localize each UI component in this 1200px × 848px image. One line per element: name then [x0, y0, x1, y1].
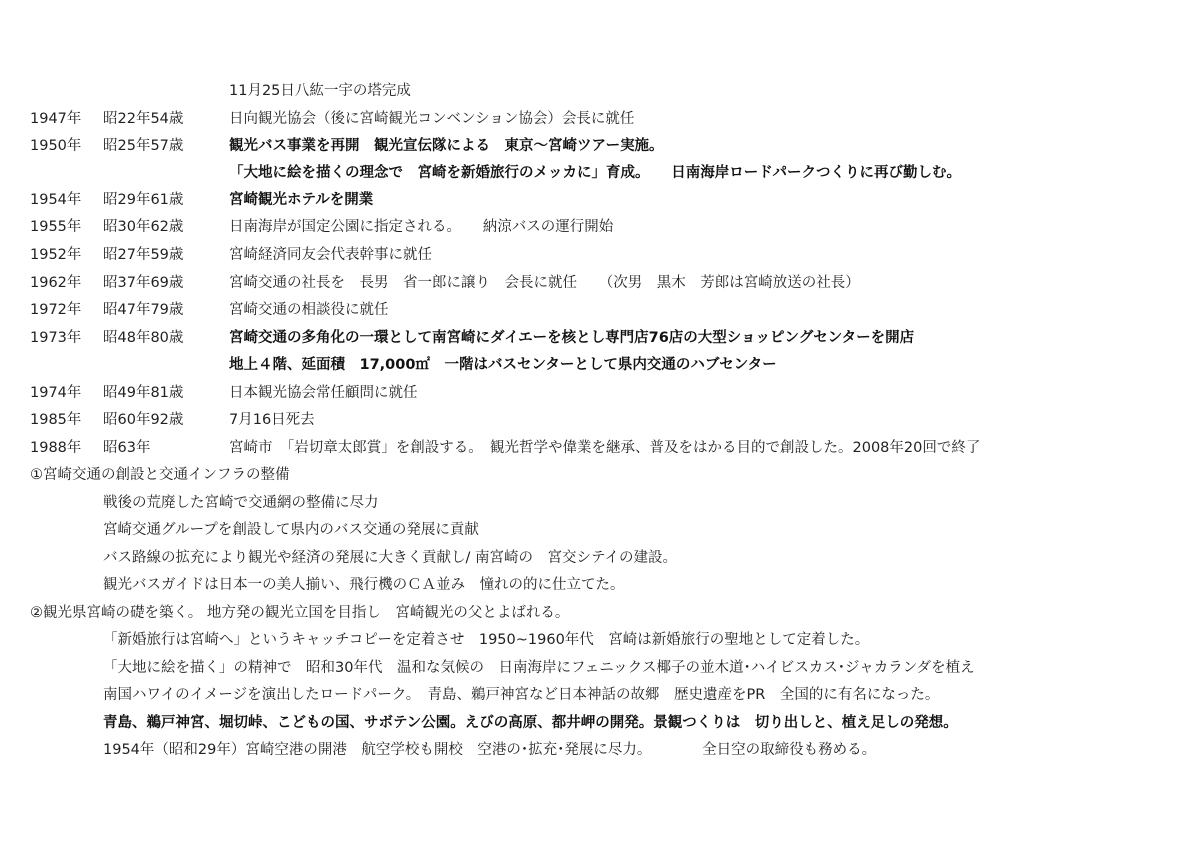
timeline-year: 1974年	[30, 385, 82, 401]
timeline-event: 宮崎市 「岩切章太郎賞」を創設する。 観光哲学や偉業を継承、普及をはかる目的で創設した。2008年20回で終了	[229, 440, 981, 456]
timeline-era: 昭22年54歳	[103, 111, 184, 127]
timeline-event: 日向観光協会（後に宮崎観光コンベンション協会）会長に就任	[229, 111, 635, 127]
section2-item: 「新婚旅行は宮崎へ」というキャッチコピーを定着させ 1950~1960年代 宮崎は新婚旅行の聖地として定着した。	[103, 632, 870, 648]
timeline-era: 昭29年61歳	[103, 192, 184, 208]
timeline-row	[0, 435, 1200, 461]
timeline-row	[0, 214, 1200, 240]
section-heading	[0, 462, 1200, 488]
timeline-era: 昭49年81歳	[103, 385, 184, 401]
timeline-row	[0, 297, 1200, 323]
timeline-row	[0, 325, 1200, 351]
timeline-era: 昭25年57歳	[103, 138, 184, 154]
timeline-row	[0, 106, 1200, 132]
timeline-row	[0, 160, 1200, 186]
list-item	[0, 517, 1200, 543]
list-item	[0, 490, 1200, 516]
timeline-row	[0, 270, 1200, 296]
section2-item: 1954年（昭和29年）宮崎空港の開港 航空学校も開校 空港の･拡充･発展に尽力。 全日空の取締役も務める。	[103, 742, 877, 758]
timeline-year: 1972年	[30, 302, 82, 318]
list-item	[0, 545, 1200, 571]
timeline-year: 1973年	[30, 330, 82, 346]
timeline-event: 宮崎交通の多角化の一環として南宮崎にダイエーを核とし専門店76店の大型ショッピングセンターを開店	[229, 330, 915, 346]
timeline-row	[0, 380, 1200, 406]
timeline-event: 11月25日八紘一宇の塔完成	[229, 83, 411, 99]
timeline-year: 1954年	[30, 192, 82, 208]
timeline-event: 7月16日死去	[229, 412, 315, 428]
section1-item: バス路線の拡充により観光や経済の発展に大きく貢献し/ 南宮崎の 宮交シテイの建設。	[103, 550, 677, 566]
section1-heading: ①宮崎交通の創設と交通インフラの整備	[30, 467, 290, 483]
timeline-event: 宮崎経済同友会代表幹事に就任	[229, 247, 432, 263]
timeline-year: 1950年	[30, 138, 82, 154]
timeline-event: 地上４階、延面積 17,000㎡ 一階はバスセンターとして県内交通のハブセンター	[229, 357, 777, 373]
section2-item: 「大地に絵を描く」の精神で 昭和30年代 温和な気候の 日南海岸にフェニックス椰子の並木道･ハイビスカス･ジャカランダを植え	[103, 660, 975, 676]
list-item	[0, 737, 1200, 763]
section2-heading: ②観光県宮崎の礎を築く。 地方発の観光立国を目指し 宮崎観光の父とよばれる。	[30, 605, 570, 621]
timeline-year: 1988年	[30, 440, 82, 456]
section1-item: 観光バスガイドは日本一の美人揃い、飛行機のＣＡ並み 憧れの的に仕立てた。	[103, 577, 625, 593]
timeline-row	[0, 78, 1200, 104]
timeline-event: 「大地に絵を描くの理念で 宮崎を新婚旅行のメッカに」育成。 日南海岸ロードパークつくりに再び勤しむ。	[229, 165, 961, 181]
timeline-era: 昭63年	[103, 440, 151, 456]
timeline-event: 日南海岸が国定公園に指定される。 納涼バスの運行開始	[229, 219, 614, 235]
timeline-event: 宮崎交通の社長を 長男 省一郎に譲り 会長に就任 （次男 黒木 芳郎は宮崎放送の社長）	[229, 275, 860, 291]
timeline-event: 宮崎観光ホテルを開業	[229, 192, 374, 208]
timeline-year: 1962年	[30, 275, 82, 291]
section1-item: 戦後の荒廃した宮崎で交通網の整備に尽力	[103, 495, 379, 511]
timeline-era: 昭30年62歳	[103, 219, 184, 235]
timeline-event: 宮崎交通の相談役に就任	[229, 302, 389, 318]
section2-item: 青島、鵜戸神宮、堀切峠、こどもの国、サボテン公園。えびの高原、都井岬の開発。景観つくりは 切り出しと、植え足しの発想。	[103, 715, 958, 731]
timeline-era: 昭27年59歳	[103, 247, 184, 263]
timeline-year: 1952年	[30, 247, 82, 263]
timeline-row	[0, 242, 1200, 268]
timeline-era: 昭37年69歳	[103, 275, 184, 291]
timeline-year: 1955年	[30, 219, 82, 235]
timeline-row	[0, 187, 1200, 213]
timeline-row	[0, 352, 1200, 378]
timeline-row	[0, 407, 1200, 433]
section1-item: 宮崎交通グループを創設して県内のバス交通の発展に貢献	[103, 522, 479, 538]
list-item	[0, 627, 1200, 653]
timeline-year: 1947年	[30, 111, 82, 127]
timeline-era: 昭60年92歳	[103, 412, 184, 428]
timeline-era: 昭48年80歳	[103, 330, 184, 346]
list-item	[0, 572, 1200, 598]
timeline-event: 日本観光協会常任顧問に就任	[229, 385, 418, 401]
list-item	[0, 655, 1200, 681]
timeline-year: 1985年	[30, 412, 82, 428]
list-item	[0, 682, 1200, 708]
timeline-row	[0, 133, 1200, 159]
section-heading	[0, 600, 1200, 626]
section2-item: 南国ハワイのイメージを演出したロードパーク。 青島、鵜戸神宮など日本神話の故郷 歴史遺産をPR 全国的に有名になった。	[103, 687, 940, 703]
timeline-era: 昭47年79歳	[103, 302, 184, 318]
list-item	[0, 710, 1200, 736]
timeline-event: 観光バス事業を再開 観光宣伝隊による 東京～宮崎ツアー実施。	[229, 138, 664, 154]
